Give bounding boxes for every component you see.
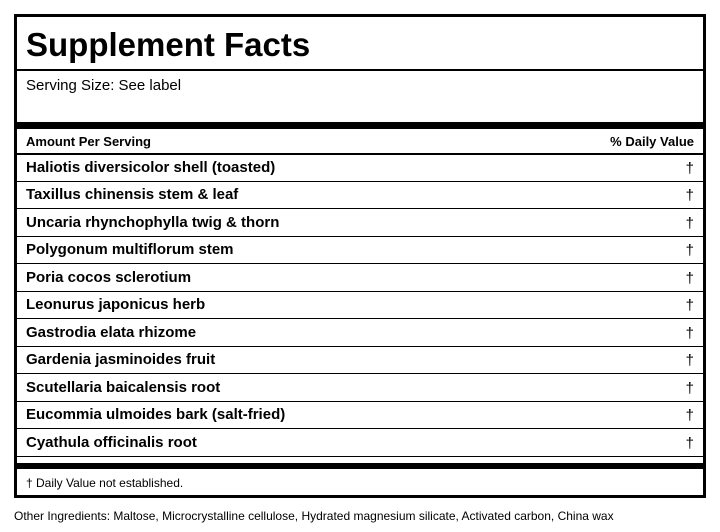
row-divider: [17, 428, 703, 429]
row-divider: [17, 263, 703, 264]
ingredient-row: [17, 430, 703, 457]
ingredient-row: [17, 210, 703, 237]
other-ingredients: Other Ingredients: Maltose, Microcrystalline cellulose, Hydrated magnesium silicate, Activated carbon, China wax: [14, 509, 614, 523]
row-divider: [17, 318, 703, 319]
ingredient-row: [17, 402, 703, 429]
ingredient-name: Leonurus japonicus herb: [26, 296, 206, 313]
thick-divider: [17, 463, 703, 469]
serving-size: Serving Size: See label: [26, 77, 182, 94]
ingredient-row: [17, 347, 703, 374]
ingredient-name: Haliotis diversicolor shell (toasted): [26, 159, 276, 176]
ingredient-name: Poria cocos sclerotium: [26, 269, 192, 286]
ingredient-row: [17, 265, 703, 292]
daily-value-mark: †: [685, 187, 694, 204]
row-divider: [17, 208, 703, 209]
row-divider: [17, 373, 703, 374]
amount-per-serving-label: Amount Per Serving: [26, 134, 151, 149]
ingredient-name: Scutellaria baicalensis root: [26, 379, 221, 396]
ingredient-name: Gardenia jasminoides fruit: [26, 351, 216, 368]
column-header: [17, 129, 703, 155]
daily-value-mark: †: [685, 270, 694, 287]
ingredient-row: [17, 292, 703, 319]
ingredient-row: [17, 375, 703, 402]
daily-value-mark: †: [685, 325, 694, 342]
panel-title: Supplement Facts: [26, 26, 311, 63]
daily-value-mark: †: [685, 215, 694, 232]
daily-value-mark: †: [685, 242, 694, 259]
ingredient-row: [17, 320, 703, 347]
daily-value-mark: †: [685, 407, 694, 424]
daily-value-footnote: † Daily Value not established.: [26, 476, 184, 490]
ingredient-name: Uncaria rhynchophylla twig & thorn: [26, 214, 280, 231]
daily-value-mark: †: [685, 160, 694, 177]
daily-value-mark: †: [685, 352, 694, 369]
ingredient-name: Gastrodia elata rhizome: [26, 324, 197, 341]
ingredient-row: [17, 237, 703, 264]
daily-value-mark: †: [685, 435, 694, 452]
ingredient-name: Eucommia ulmoides bark (salt-fried): [26, 406, 286, 423]
supplement-facts-panel: [14, 14, 706, 498]
ingredient-name: Polygonum multiflorum stem: [26, 241, 234, 258]
ingredient-row: [17, 155, 703, 182]
row-divider: [17, 456, 703, 457]
thick-divider: [17, 122, 703, 129]
ingredient-name: Cyathula officinalis root: [26, 434, 197, 451]
ingredient-row: [17, 182, 703, 209]
daily-value-mark: †: [685, 380, 694, 397]
daily-value-mark: †: [685, 297, 694, 314]
daily-value-label: % Daily Value: [610, 134, 694, 149]
ingredient-name: Taxillus chinensis stem & leaf: [26, 186, 239, 203]
divider: [17, 69, 703, 71]
